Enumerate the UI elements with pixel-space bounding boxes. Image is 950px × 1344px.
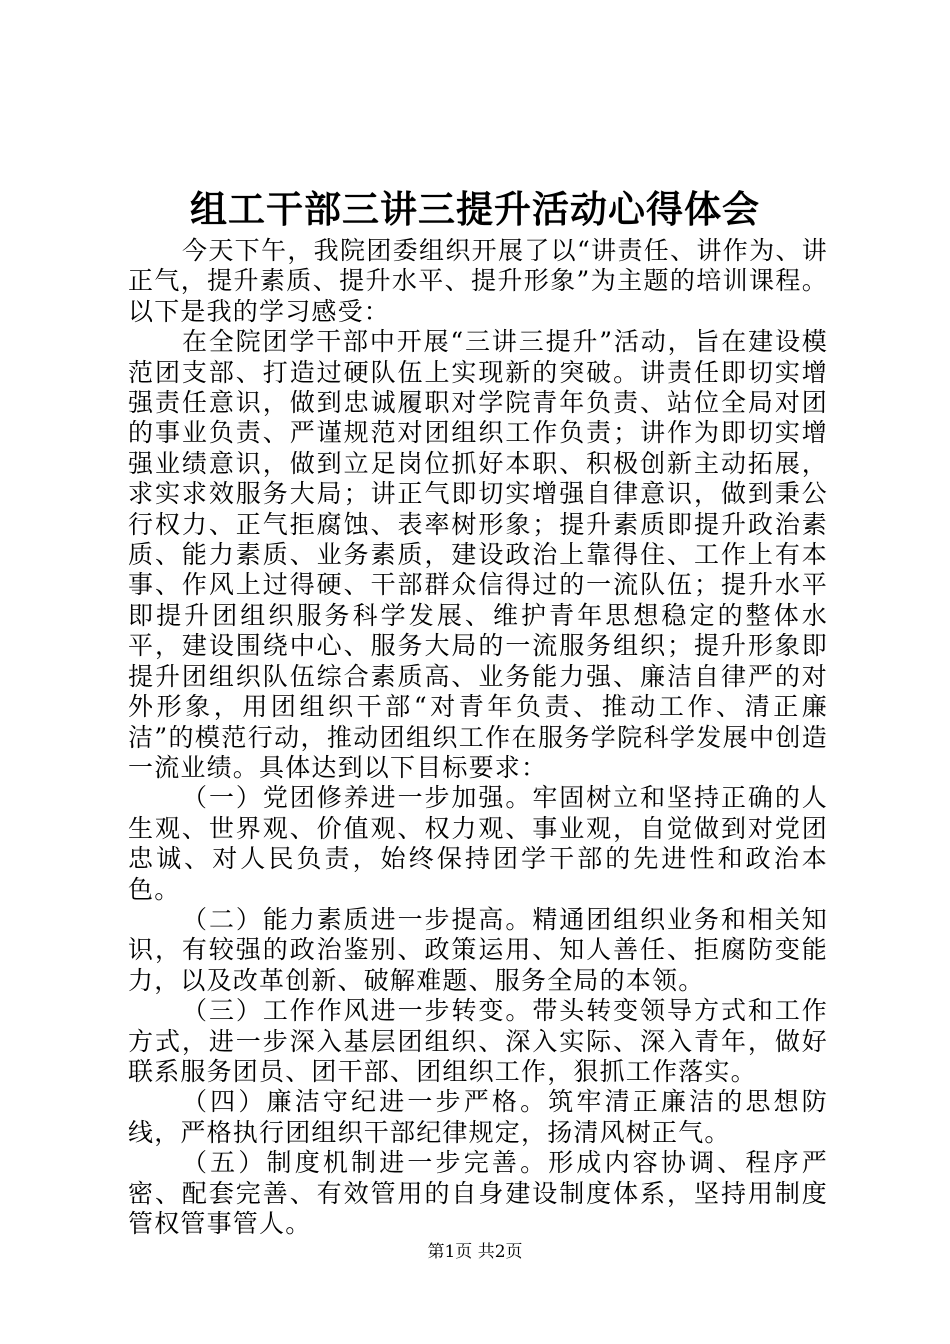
paragraph-goal-2: （二）能力素质进一步提高。精通团组织业务和相关知识，有较强的政治鉴别、政策运用、知人善任、拒腐防变能力，以及改革创新、破解难题、服务全局的本领。 — [128, 904, 828, 995]
page-footer: 第1页 共2页 — [427, 1242, 523, 1262]
paragraph-goal-1: （一）党团修养进一步加强。牢固树立和坚持正确的人生观、世界观、价值观、权力观、事业观，自觉做到对党团忠诚、对人民负责，始终保持团学干部的先进性和政治本色。 — [128, 783, 828, 904]
paragraph-goal-3: （三）工作作风进一步转变。带头转变领导方式和工作方式，进一步深入基层团组织、深入实际、深入青年，做好联系服务团员、团干部、团组织工作，狠抓工作落实。 — [128, 996, 828, 1086]
paragraph-overview: 在全院团学干部中开展“三讲三提升”活动，旨在建设模范团支部、打造过硬队伍上实现新的突破。讲责任即切实增强责任意识，做到忠诚履职对学院青年负责、站位全局对团的事业负责、严谨规范对团组织工作负责；讲作为即切实增强业绩意识，做到立足岗位抓好本职、积极创新主动拓展，求实求效服务大局；讲正气即切实增强自律意识，做到秉公行权力、正气拒腐蚀、表率树形象；提升素质即提升政治素质、能力素质、业务素质，建设政治上靠得住、工作上有本事、作风上过得硬、干部群众信得过的一流队伍；提升水平即提升团组织服务科学发展、维护青年思想稳定的整体水平，建设围绕中心、服务大局的一流服务组织；提升形象即提升团组织队伍综合素质高、业务能力强、廉洁自律严的对外形象，用团组织干部“对青年负责、推动工作、清正廉洁”的模范行动，推动团组织工作在服务学院科学发展中创造一流业绩。具体达到以下目标要求： — [128, 327, 828, 782]
document-body — [128, 236, 828, 1239]
paragraph-goal-5: （五）制度机制进一步完善。形成内容协调、程序严密、配套完善、有效管用的自身建设制度体系，坚持用制度管权管事管人。 — [128, 1148, 828, 1238]
document-title: 组工干部三讲三提升活动心得体会 — [190, 187, 760, 231]
paragraph-goal-4: （四）廉洁守纪进一步严格。筑牢清正廉洁的思想防线，严格执行团组织干部纪律规定，扬清风树正气。 — [128, 1087, 828, 1147]
paragraph-intro: 今天下午，我院团委组织开展了以“讲责任、讲作为、讲正气，提升素质、提升水平、提升形象”为主题的培训课程。以下是我的学习感受： — [128, 236, 828, 326]
